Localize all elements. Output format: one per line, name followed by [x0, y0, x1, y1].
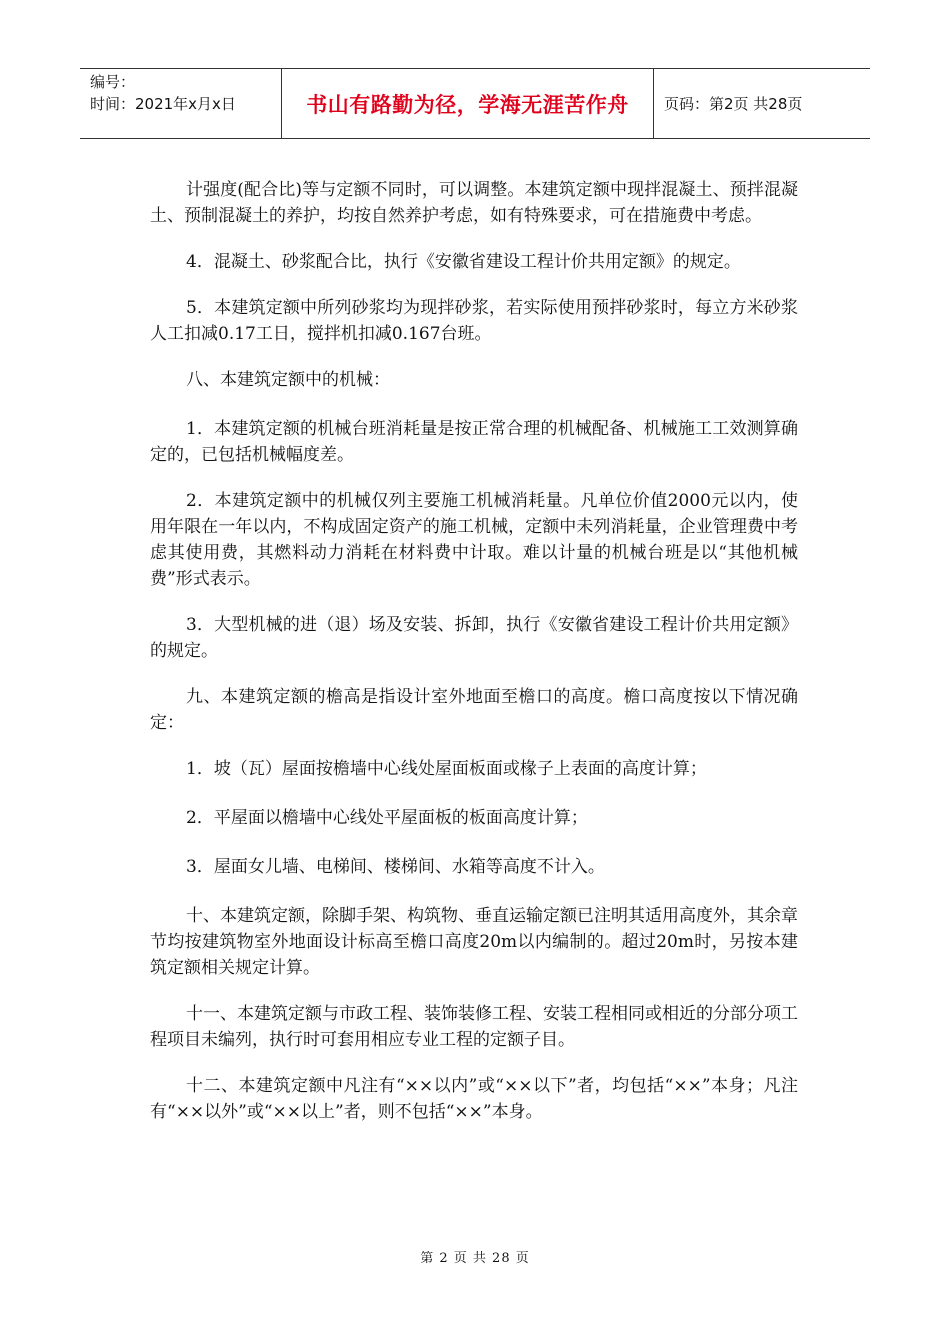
section-heading: 十二、本建筑定额中凡注有“××以内”或“××以下”者，均包括“××”本身；凡注有“××以外”或“××以上”者，则不包括“××”本身。	[150, 1076, 798, 1122]
paragraph: 5．本建筑定额中所列砂浆均为现拌砂浆，若实际使用预拌砂浆时，每立方米砂浆人工扣减0.17工日，搅拌机扣减0.167台班。	[150, 298, 798, 344]
paragraph: 2．本建筑定额中的机械仅列主要施工机械消耗量。凡单位价值2000元以内，使用年限在一年以内，不构成固定资产的施工机械，定额中未列消耗量，企业管理费中考虑其使用费，其燃料动力消耗在材料费中计取。难以计量的机械台班是以“其他机械费”形式表示。	[150, 491, 798, 589]
paragraph: 1．本建筑定额的机械台班消耗量是按正常合理的机械配备、机械施工工效测算确定的，已包括机械幅度差。	[150, 419, 798, 465]
paragraph: 4．混凝土、砂浆配合比，执行《安徽省建设工程计价共用定额》的规定。	[186, 252, 741, 272]
section-heading: 十、本建筑定额，除脚手架、构筑物、垂直运输定额已注明其适用高度外，其余章节均按建筑物室外地面设计标高至檐口高度20m以内编制的。超过20m时，另按本建筑定额相关规定计算。	[150, 906, 798, 978]
section-heading: 九、本建筑定额的檐高是指设计室外地面至檐口的高度。檐口高度按以下情况确定：	[150, 687, 798, 733]
header-meta-cell	[80, 69, 282, 138]
motto: 书山有路勤为径，学海无涯苦作舟	[282, 69, 654, 138]
paragraph: 2．平屋面以檐墙中心线处平屋面板的板面高度计算；	[186, 808, 588, 828]
paragraph: 计强度(配合比)等与定额不同时，可以调整。本建筑定额中现拌混凝土、预拌混凝土、预制混凝土的养护，均按自然养护考虑，如有特殊要求，可在措施费中考虑。	[150, 180, 798, 226]
paragraph: 1．坡（瓦）屋面按檐墙中心线处屋面板面或椽子上表面的高度计算；	[186, 759, 707, 779]
section-heading: 八、本建筑定额中的机械：	[186, 370, 390, 390]
paragraph: 3．屋面女儿墙、电梯间、楼梯间、水箱等高度不计入。	[186, 857, 605, 877]
document-body	[150, 177, 798, 1145]
page-info: 页码：第2页 共28页	[664, 95, 803, 113]
page-footer: 第 2 页 共 28 页	[420, 1251, 530, 1266]
section-heading: 十一、本建筑定额与市政工程、装饰装修工程、安装工程相同或相近的分部分项工程项目未编列，执行时可套用相应专业工程的定额子目。	[150, 1004, 798, 1050]
number-label: 编号：	[90, 73, 136, 91]
page-header	[80, 68, 870, 139]
time-label: 时间：2021年x月x日	[90, 95, 236, 113]
paragraph: 3．大型机械的进（退）场及安装、拆卸，执行《安徽省建设工程计价共用定额》的规定。	[150, 615, 798, 661]
